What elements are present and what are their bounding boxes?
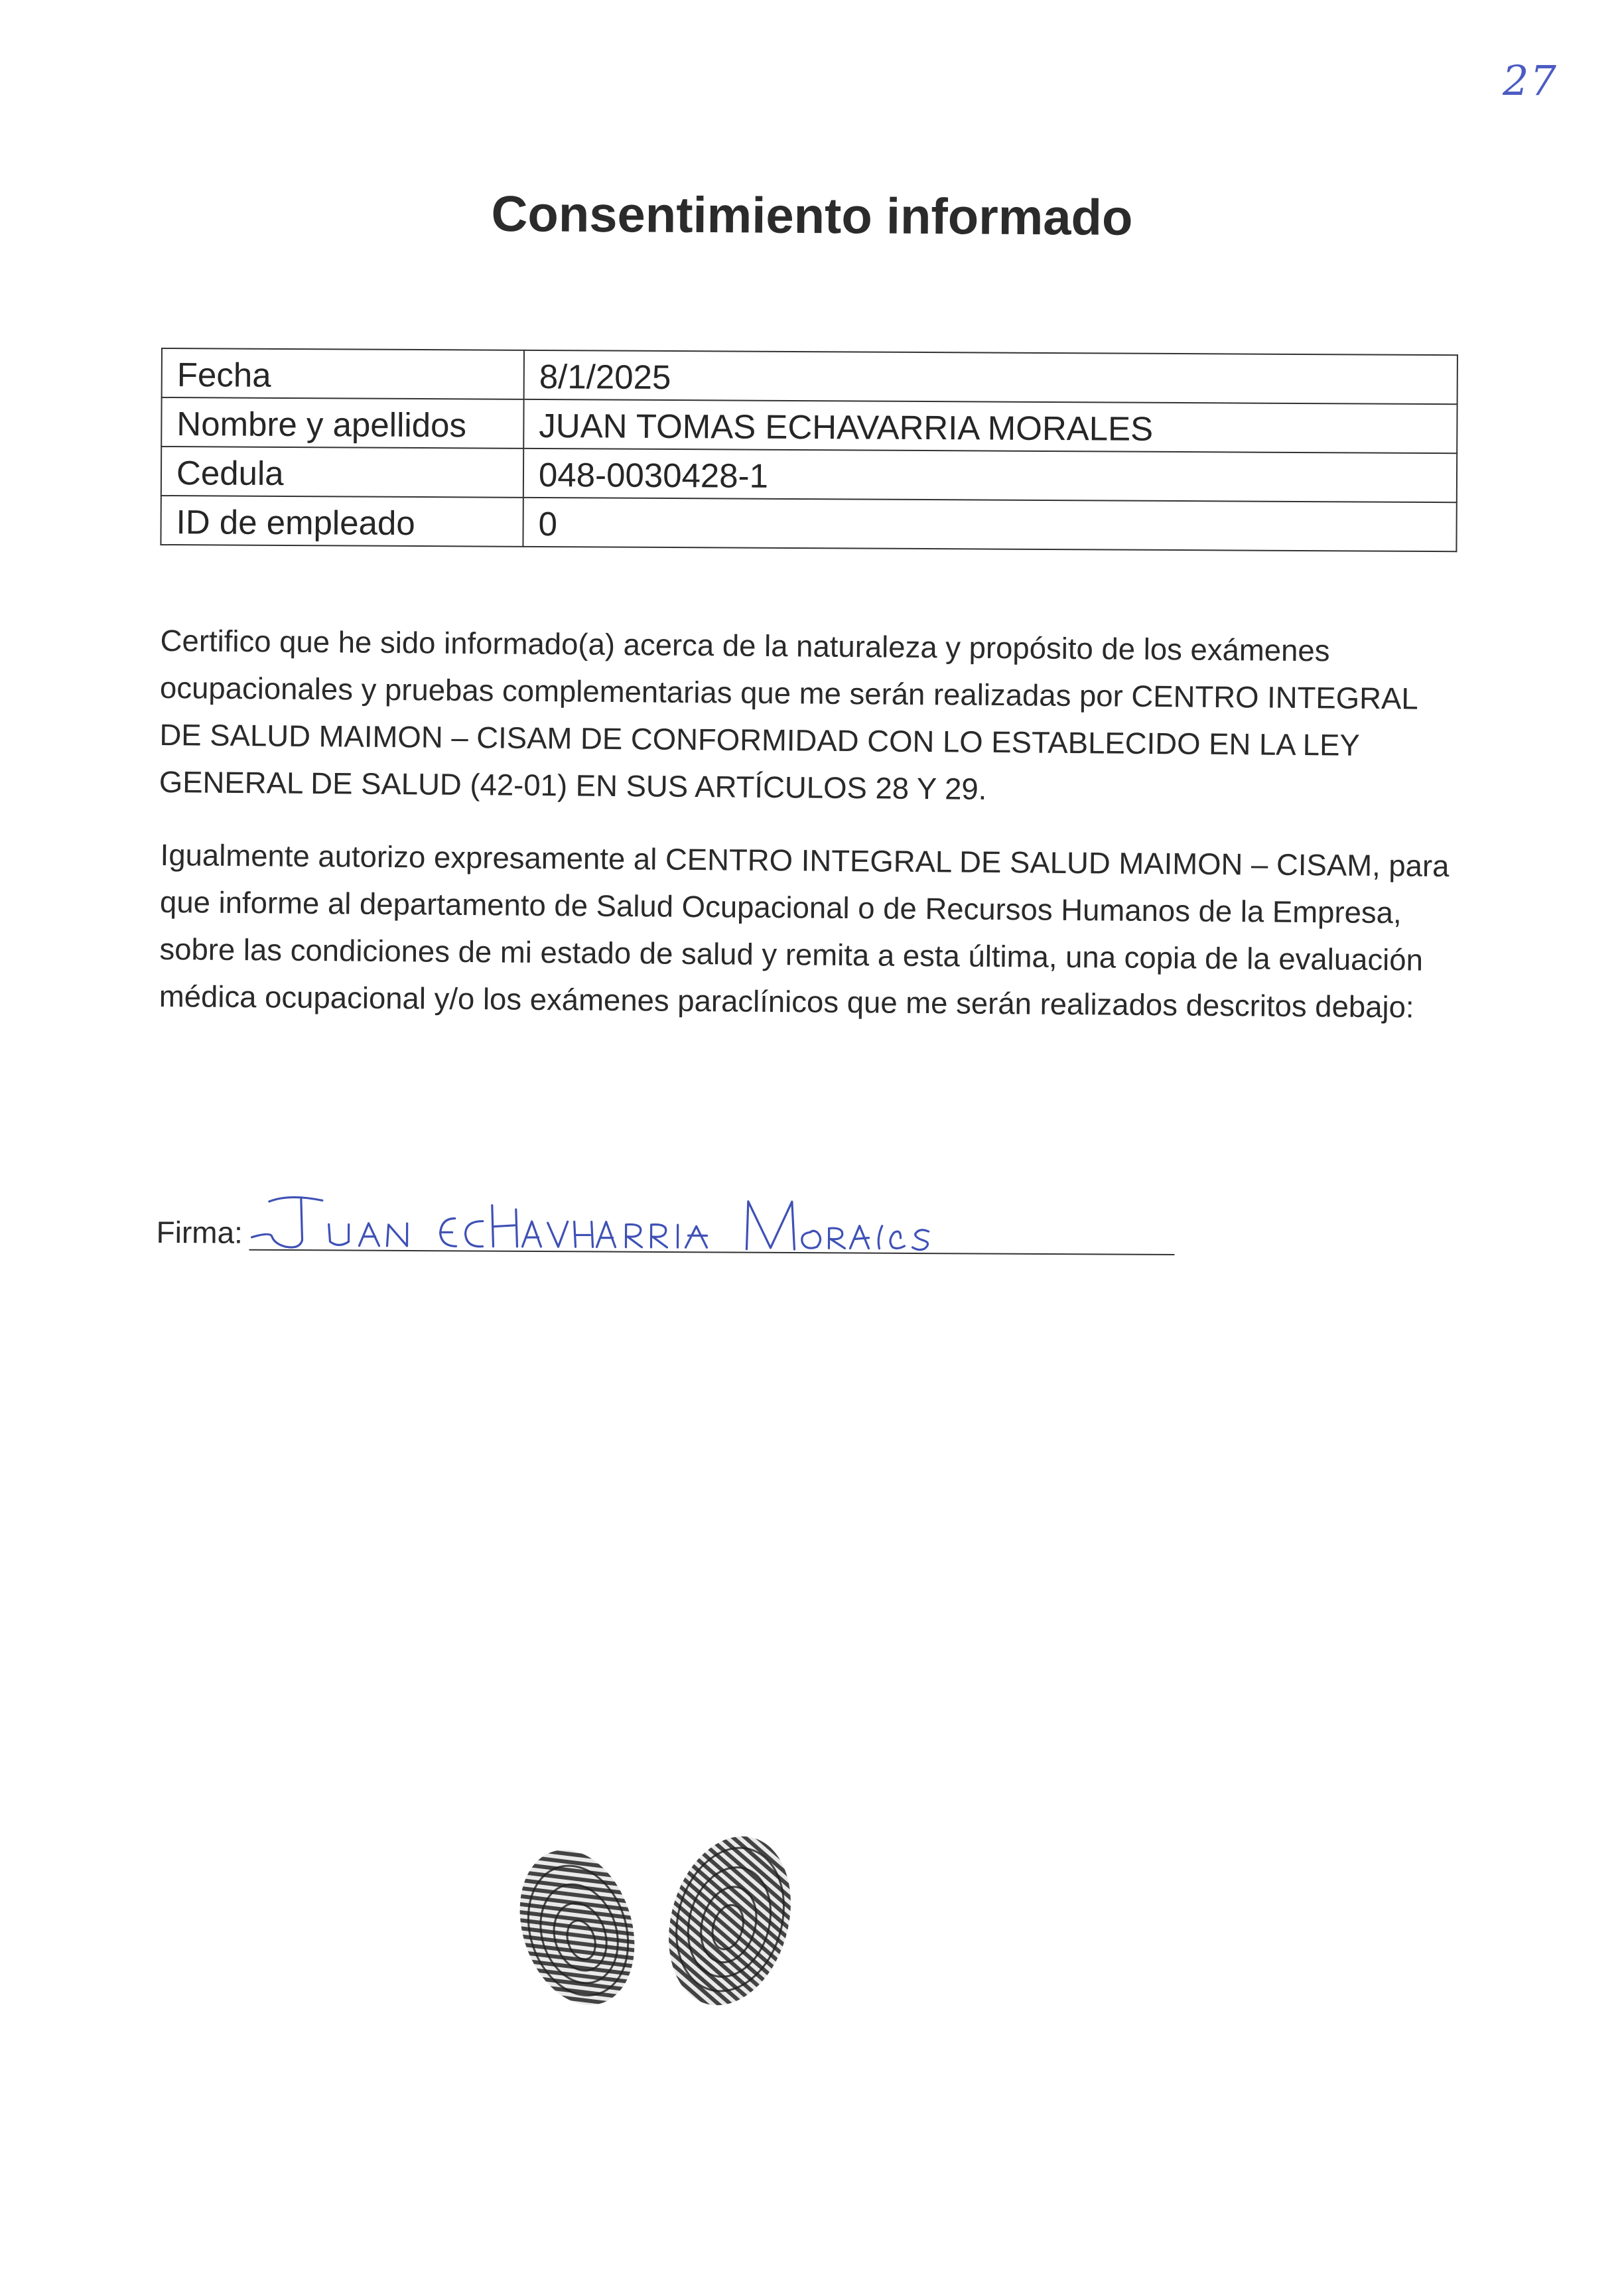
table-value-fecha: 8/1/2025 — [524, 350, 1457, 404]
signature-block — [156, 1181, 1178, 1266]
table-label-cedula: Cedula — [161, 447, 523, 498]
fingerprints — [501, 1828, 819, 2040]
personal-info-table — [160, 348, 1458, 552]
table-value-cedula: 048-0030428-1 — [523, 449, 1457, 502]
table-label-id-empleado: ID de empleado — [161, 496, 523, 547]
table-label-fecha: Fecha — [162, 348, 524, 399]
table-row — [161, 447, 1457, 502]
table-row — [161, 496, 1456, 551]
consent-paragraph-1: Certifico que he sido informado(a) acerca de la naturaleza y propósito de los exámenes ocupacionales y pruebas complementarias que me serán realizadas por CENTRO INTEGRAL DE SALUD MAIMON – CISAM DE CONFORMIDAD CON LO ESTABLECIDO EN LA LEY GENERAL DE SALUD (42-01) EN SUS ARTÍCULOS 28 Y 29. — [159, 623, 1418, 806]
signature-label: Firma: — [156, 1214, 243, 1250]
table-label-nombre: Nombre y apellidos — [161, 397, 523, 449]
fingerprint-left-icon — [501, 1835, 653, 2020]
table-value-nombre: JUAN TOMAS ECHAVARRIA MORALES — [523, 399, 1457, 453]
table-row — [161, 397, 1457, 453]
document-title: Consentimiento informado — [491, 186, 1133, 246]
consent-paragraph-2: Igualmente autorizo expresamente al CENTRO INTEGRAL DE SALUD MAIMON – CISAM, para que informe al departamento de Salud Ocupacional o de Recursos Humanos de la Empresa, sobre las condiciones de mi estado de salud y remita a esta última, una copia de la evaluación médica ocupacional y/o los exámenes paraclínicos que me serán realizados descritos debajo: — [159, 837, 1450, 1024]
handwritten-page-number: 27 — [1503, 56, 1558, 105]
fingerprint-right-icon — [650, 1828, 810, 2020]
table-value-id-empleado: 0 — [523, 498, 1456, 551]
table-row — [162, 348, 1457, 404]
handwritten-signature — [249, 1182, 1046, 1259]
